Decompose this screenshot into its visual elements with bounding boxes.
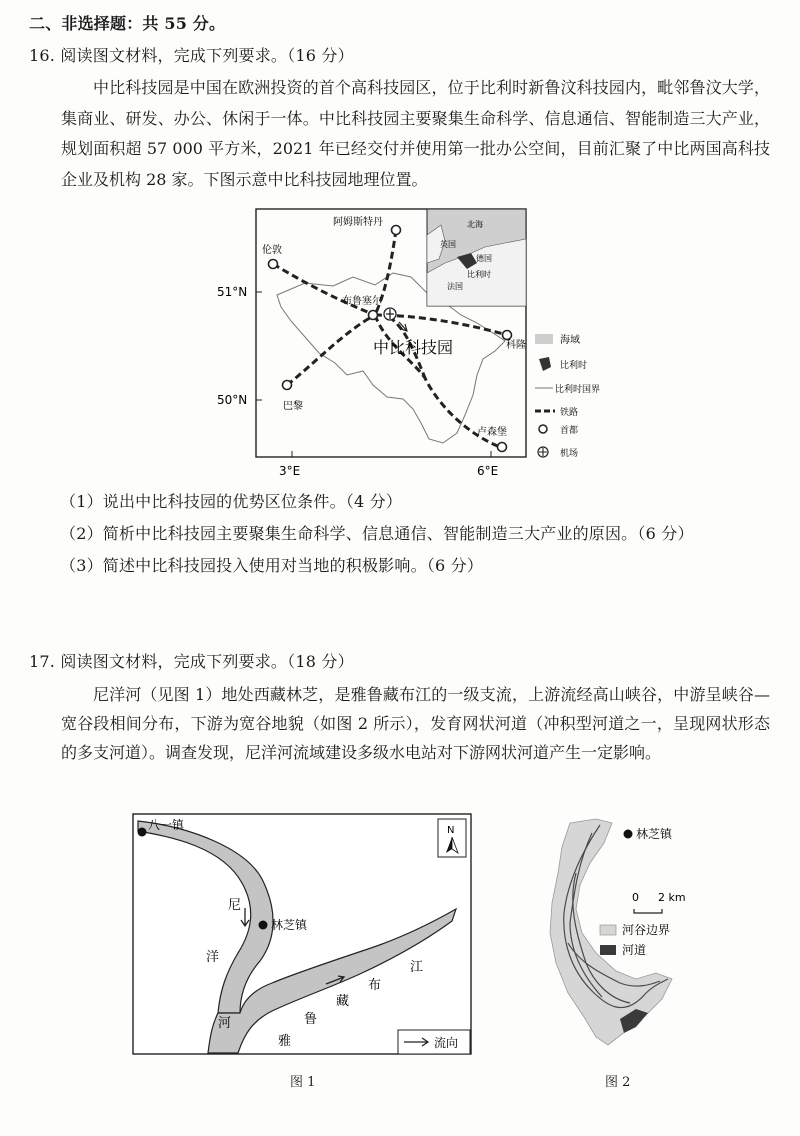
- label-yarlung-5: 江: [410, 960, 424, 975]
- label-cologne: 科隆: [506, 340, 526, 351]
- town-bayi-dot: [138, 828, 147, 837]
- legend-rail: 铁路: [560, 408, 579, 418]
- legend-belgium-swatch: [539, 357, 551, 371]
- legend-sea-swatch: [535, 334, 553, 344]
- airport-icon: [384, 308, 396, 320]
- legend-channel: 河道: [622, 943, 647, 957]
- legend-belgium: 比利时: [560, 361, 588, 371]
- inset-belgium: 比利时: [467, 270, 491, 279]
- inset-uk: 英国: [440, 240, 456, 249]
- figure-2-braided-channel-map: [540, 813, 740, 1055]
- label-yarlung-2: 鲁: [304, 1012, 318, 1027]
- flow-legend: [398, 1030, 470, 1054]
- figure-1-nyang-river-map: [132, 813, 472, 1055]
- label-bayi: 八一镇: [148, 818, 185, 832]
- label-flow: 流向: [434, 1036, 459, 1050]
- belgium-location-map: [215, 203, 775, 479]
- town-linzhi-dot: [259, 921, 268, 930]
- legend-sea: 海域: [560, 335, 580, 346]
- label-yarlung-1: 雅: [278, 1034, 292, 1049]
- label-amsterdam: 阿姆斯特丹: [333, 217, 383, 228]
- north-arrow-icon: [438, 819, 466, 857]
- capital-london: [269, 260, 278, 269]
- figure-1-caption: 图 1: [290, 1075, 316, 1090]
- legend-channel-swatch: [600, 945, 616, 955]
- capital-amsterdam: [392, 226, 401, 235]
- label-yarlung-4: 布: [368, 978, 382, 993]
- label-yarlung-3: 藏: [336, 994, 350, 1009]
- label-north: N: [447, 825, 455, 836]
- q16-question-3: （3）简述中比科技园投入使用对当地的积极影响。（6 分）: [60, 556, 484, 575]
- fig2-label-linzhi: 林芝镇: [636, 827, 673, 841]
- city-cologne: [503, 331, 512, 340]
- inset-germany: 德国: [476, 254, 492, 263]
- q16-header: 16. 阅读图文材料，完成下列要求。（16 分）: [29, 46, 354, 65]
- inset-north-sea: 北海: [467, 220, 483, 229]
- label-nyang-1: 尼: [228, 898, 242, 913]
- legend-airport: 机场: [560, 449, 579, 459]
- capital-paris: [283, 381, 292, 390]
- label-nyang-3: 河: [218, 1016, 232, 1031]
- q16-question-2: （2）简析中比科技园主要聚集生命科学、信息通信、智能制造三大产业的原因。（6 分）: [60, 524, 694, 543]
- scale-bar: [632, 891, 686, 913]
- capital-brussels: [369, 311, 378, 320]
- scale-label-0: 0: [632, 891, 639, 904]
- label-lat-50: 50°N: [217, 393, 248, 407]
- section-title: 二、非选择题：共 55 分。: [29, 14, 226, 33]
- label-luxembourg: 卢森堡: [477, 427, 507, 438]
- capital-luxembourg: [498, 443, 507, 452]
- label-nyang-2: 洋: [206, 950, 220, 965]
- label-lon-3: 3°E: [279, 464, 301, 478]
- label-linzhi: 林芝镇: [271, 918, 308, 932]
- legend-border: 比利时国界: [555, 385, 601, 395]
- label-park: 中比科技园: [373, 338, 454, 357]
- inset-france: 法国: [447, 282, 463, 291]
- town-linzhi-dot-fig2: [624, 830, 633, 839]
- legend-capital-marker: [539, 425, 547, 433]
- label-lon-6: 6°E: [477, 464, 499, 478]
- q17-paragraph: 尼洋河（见图 1）地处西藏林芝，是雅鲁藏布江的一级支流，上游流经高山峡谷，中游呈峡谷—宽谷段相间分布，下游为宽谷地貌（如图 2 所示），发育网状河道（冲积型河道之一，呈现网状形态的多支河道）。调查发现，尼洋河流域建设多级水电站对下游网状河道产生一定影响。: [61, 685, 770, 762]
- q16-question-1: （1）说出中比科技园的优势区位条件。（4 分）: [60, 492, 403, 511]
- legend-capital: 首都: [560, 426, 579, 436]
- legend-valley-swatch: [600, 925, 616, 935]
- q16-paragraph: 中比科技园是中国在欧洲投资的首个高科技园区，位于比利时新鲁汶科技园内，毗邻鲁汶大学，集商业、研发、办公、休闲于一体。中比科技园主要聚集生命科学、信息通信、智能制造三大产业，规划面积超 57 000 平方米，2021 年已经交付并使用第一批办公空间，目前汇聚了中比两国高科技企业及机构 28 家。下图示意中比科技园地理位置。: [61, 78, 770, 189]
- label-lat-51: 51°N: [217, 285, 248, 299]
- label-brussels: 布鲁塞尔: [342, 296, 382, 307]
- label-paris: 巴黎: [283, 401, 303, 412]
- label-london: 伦敦: [262, 245, 282, 256]
- legend-valley: 河谷边界: [622, 923, 671, 937]
- inset-map: [427, 209, 526, 306]
- scale-label-2: 2 km: [658, 891, 686, 904]
- map-legend: [535, 333, 600, 459]
- figure-2-caption: 图 2: [605, 1075, 631, 1090]
- q17-header: 17. 阅读图文材料，完成下列要求。（18 分）: [29, 652, 354, 671]
